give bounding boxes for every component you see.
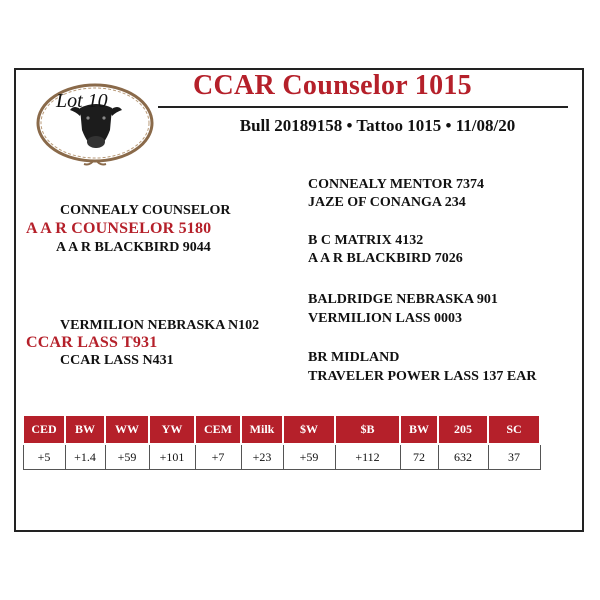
pedigree-gsire-sire-sire: CONNEALY MENTOR 7374: [308, 177, 485, 192]
title-divider: [158, 106, 568, 108]
epd-value-dollar-b: +112: [335, 444, 400, 470]
epd-header-ww: WW: [105, 415, 149, 444]
epd-header-cem: CEM: [195, 415, 241, 444]
pedigree-gdam-dam-sire: BR MIDLAND: [308, 350, 400, 365]
epd-table: [22, 414, 541, 470]
pedigree-dam-dam: CCAR LASS N431: [60, 353, 174, 368]
epd-header-yw: YW: [149, 415, 195, 444]
epd-header-sc: SC: [488, 415, 540, 444]
epd-header-dollar-w: $W: [283, 415, 335, 444]
epd-value-cem: +7: [195, 444, 241, 470]
epd-value-row: [23, 444, 540, 470]
pedigree-gdam-sire-dam: VERMILION LASS 0003: [308, 311, 463, 326]
epd-value-ww: +59: [105, 444, 149, 470]
epd-value-ced: +5: [23, 444, 65, 470]
pedigree-gdam-sire-sire: BALDRIDGE NEBRASKA 901: [308, 292, 498, 307]
epd-header-milk: Milk: [241, 415, 283, 444]
epd-header-actual-bw: BW: [400, 415, 438, 444]
pedigree-dam: CCAR LASS T931: [26, 334, 158, 351]
epd-header-row: [23, 415, 540, 444]
pedigree-sire-sire: CONNEALY COUNSELOR: [60, 203, 231, 218]
pedigree-gsire-dam-sire: B C MATRIX 4132: [308, 233, 424, 248]
pedigree-dam-sire: VERMILION NEBRASKA N102: [60, 318, 260, 333]
epd-value-yw: +101: [149, 444, 195, 470]
epd-header-ced: CED: [23, 415, 65, 444]
pedigree-gsire-sire-dam: JAZE OF CONANGA 234: [308, 195, 466, 210]
pedigree-gdam-dam-dam: TRAVELER POWER LASS 137 EAR: [308, 369, 537, 384]
epd-header-205: 205: [438, 415, 488, 444]
page-title: CCAR Counselor 1015: [193, 70, 472, 101]
lot-label: Lot 10: [56, 90, 108, 112]
epd-value-actual-bw: 72: [400, 444, 438, 470]
epd-value-bw: +1.4: [65, 444, 105, 470]
epd-value-205: 632: [438, 444, 488, 470]
pedigree-gsire-dam-dam: A A R BLACKBIRD 7026: [308, 251, 463, 266]
epd-value-milk: +23: [241, 444, 283, 470]
animal-subtitle: Bull 20189158 • Tattoo 1015 • 11/08/20: [239, 116, 516, 135]
epd-header-dollar-b: $B: [335, 415, 400, 444]
epd-header-bw: BW: [65, 415, 105, 444]
pedigree-sire-dam: A A R BLACKBIRD 9044: [56, 240, 211, 255]
epd-value-dollar-w: +59: [283, 444, 335, 470]
epd-value-sc: 37: [488, 444, 540, 470]
pedigree-sire: A A R COUNSELOR 5180: [26, 220, 212, 237]
